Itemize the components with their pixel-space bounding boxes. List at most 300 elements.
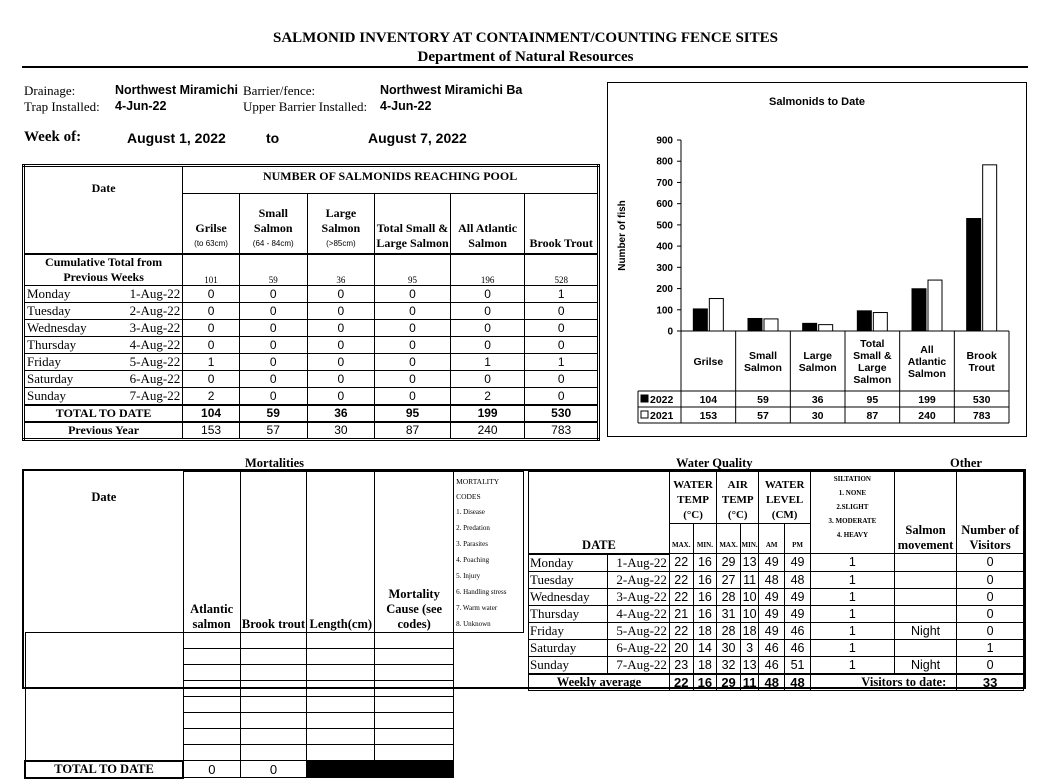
wq-am: 49 bbox=[759, 588, 785, 605]
day-value: 0 bbox=[239, 285, 307, 302]
mortality-code: 2. Predation bbox=[456, 524, 490, 532]
air-min-header: MIN. bbox=[740, 524, 758, 554]
day-value: 1 bbox=[525, 285, 599, 302]
wq-amin: 13 bbox=[740, 656, 758, 674]
bar-2022 bbox=[857, 311, 871, 331]
water-max-header: MAX. bbox=[669, 524, 693, 554]
day-row bbox=[24, 302, 599, 319]
col-header-size: (>85cm) bbox=[326, 238, 356, 248]
mortality-cell[interactable] bbox=[375, 729, 454, 745]
bar-2022 bbox=[803, 323, 817, 331]
day-date: 4-Aug-22 bbox=[129, 336, 181, 352]
mort-total-atlantic: 0 bbox=[183, 761, 240, 778]
day-value: 0 bbox=[307, 319, 375, 336]
wq-am: 49 bbox=[759, 605, 785, 622]
mortality-cell[interactable] bbox=[183, 745, 240, 761]
day-row bbox=[24, 370, 599, 387]
wq-move bbox=[894, 571, 956, 588]
mortality-code: 4. Poaching bbox=[456, 556, 490, 564]
day-value: 0 bbox=[183, 319, 240, 336]
mort-date-cell[interactable] bbox=[25, 681, 183, 697]
data-table-value: 530 bbox=[972, 394, 991, 406]
mort-date-cell[interactable] bbox=[25, 697, 183, 713]
day-value: 0 bbox=[307, 336, 375, 353]
air-temp-header: AIR TEMP (°C) bbox=[717, 472, 759, 524]
day-value: 2 bbox=[450, 387, 525, 405]
salmon-movement-header: Salmon movement bbox=[894, 472, 956, 554]
data-table-value: 783 bbox=[972, 410, 991, 422]
wq-pm: 46 bbox=[785, 622, 811, 639]
category-label: All Atlantic Salmon bbox=[907, 344, 947, 380]
day-value: 0 bbox=[375, 336, 451, 353]
day-name: Saturday bbox=[27, 370, 74, 386]
avg-air-min: 11 bbox=[740, 674, 758, 691]
wq-amax: 28 bbox=[717, 588, 741, 605]
day-name: Thursday bbox=[27, 336, 77, 352]
day-value: 1 bbox=[183, 353, 240, 370]
other-section-label: Other bbox=[950, 456, 982, 470]
mortality-row bbox=[25, 697, 524, 713]
mortality-code: 7. Warm water bbox=[456, 604, 498, 612]
trap-label: Trap Installed: bbox=[24, 99, 100, 114]
mortality-cell[interactable] bbox=[375, 665, 454, 681]
mort-brook-header: Brook trout bbox=[240, 472, 307, 633]
mortality-row bbox=[25, 633, 524, 649]
salmonid-table bbox=[22, 164, 600, 441]
week-to: to bbox=[266, 130, 280, 146]
bar-2022 bbox=[748, 318, 762, 331]
total-value: 199 bbox=[450, 405, 525, 422]
wq-wmin: 18 bbox=[693, 656, 717, 674]
data-table-value: 104 bbox=[699, 394, 718, 406]
mort-total-brook: 0 bbox=[240, 761, 307, 778]
bar-2021 bbox=[819, 325, 833, 331]
mort-date-cell[interactable] bbox=[25, 649, 183, 665]
mortality-cell[interactable] bbox=[375, 713, 454, 729]
water-quality-row bbox=[529, 656, 1024, 674]
mortality-cell[interactable] bbox=[240, 681, 307, 697]
mortality-cell[interactable] bbox=[183, 697, 240, 713]
legend-swatch-2022 bbox=[641, 395, 648, 402]
day-value: 0 bbox=[375, 285, 451, 302]
wq-amin: 3 bbox=[740, 639, 758, 656]
mortality-code: 8. Unknown bbox=[456, 620, 491, 628]
mortality-cell[interactable] bbox=[307, 681, 375, 697]
wq-move bbox=[894, 639, 956, 656]
wq-day-name: Thursday bbox=[529, 605, 608, 622]
wq-vis: 1 bbox=[957, 639, 1024, 656]
mort-total-label: TOTAL TO DATE bbox=[25, 761, 183, 778]
mort-date-cell[interactable] bbox=[25, 633, 183, 649]
day-date: 6-Aug-22 bbox=[129, 370, 181, 386]
day-value: 0 bbox=[239, 302, 307, 319]
water-quality-section-label: Water Quality bbox=[676, 456, 753, 470]
wq-pm: 49 bbox=[785, 588, 811, 605]
level-pm-header: PM bbox=[785, 524, 811, 554]
legend-label: 2021 bbox=[650, 410, 674, 422]
wq-day-name: Sunday bbox=[529, 656, 608, 674]
wq-vis: 0 bbox=[957, 656, 1024, 674]
mortality-cell[interactable] bbox=[307, 729, 375, 745]
day-value: 0 bbox=[307, 285, 375, 302]
wq-day-date: 3-Aug-22 bbox=[607, 588, 669, 605]
wq-vis: 0 bbox=[957, 605, 1024, 622]
day-value: 0 bbox=[307, 387, 375, 405]
wq-silt: 1 bbox=[810, 588, 894, 605]
data-table-value: 57 bbox=[757, 410, 769, 422]
day-date-cell bbox=[24, 387, 183, 405]
category-label: Total Small & Large Salmon bbox=[853, 338, 892, 386]
wq-silt: 1 bbox=[810, 571, 894, 588]
water-level-header: WATER LEVEL (CM) bbox=[759, 472, 811, 524]
day-value: 0 bbox=[375, 319, 451, 336]
chart-y-label: Number of fish bbox=[617, 200, 628, 271]
col-header-name: Small Salmon bbox=[253, 205, 293, 235]
day-date: 5-Aug-22 bbox=[129, 353, 181, 369]
header-rule bbox=[22, 66, 1028, 68]
wq-wmin: 16 bbox=[693, 571, 717, 588]
total-label: TOTAL TO DATE bbox=[24, 405, 183, 422]
week-start: August 1, 2022 bbox=[127, 130, 226, 146]
category-label: Grilse bbox=[693, 356, 724, 368]
mortality-cell[interactable] bbox=[375, 745, 454, 761]
data-table-value: 30 bbox=[811, 410, 824, 422]
mort-total-blackout bbox=[307, 761, 454, 778]
data-table-value: 59 bbox=[757, 394, 769, 406]
previous-year-value: 783 bbox=[525, 422, 599, 440]
day-value: 0 bbox=[450, 336, 525, 353]
mortality-code: 6. Handling stress bbox=[456, 588, 507, 596]
mortality-cell[interactable] bbox=[307, 713, 375, 729]
avg-level-am: 48 bbox=[759, 674, 785, 691]
visitors-to-date-value: 33 bbox=[957, 674, 1024, 691]
col-header bbox=[525, 194, 599, 254]
bar-2022 bbox=[912, 289, 926, 331]
salmonids-group-header: NUMBER OF SALMONIDS REACHING POOL bbox=[183, 166, 599, 194]
mortality-cell[interactable] bbox=[183, 729, 240, 745]
day-name: Wednesday bbox=[27, 319, 87, 335]
mortalities-section-label: Mortalities bbox=[245, 456, 305, 470]
total-value: 104 bbox=[183, 405, 240, 422]
wq-wmax: 22 bbox=[669, 554, 693, 572]
wq-move: Night bbox=[894, 622, 956, 639]
mortality-cell[interactable] bbox=[240, 729, 307, 745]
day-date-cell bbox=[24, 353, 183, 370]
day-value: 0 bbox=[525, 370, 599, 387]
wq-day-name: Tuesday bbox=[529, 571, 608, 588]
bar-2021 bbox=[709, 299, 723, 331]
wq-day-date: 2-Aug-22 bbox=[607, 571, 669, 588]
day-date-cell bbox=[24, 336, 183, 353]
page-subtitle: Department of Natural Resources bbox=[417, 49, 634, 65]
wq-amax: 29 bbox=[717, 554, 741, 572]
mortality-cell[interactable] bbox=[307, 745, 375, 761]
page-title: SALMONID INVENTORY AT CONTAINMENT/COUNTING FENCE SITES bbox=[273, 30, 778, 46]
previous-year-value: 30 bbox=[307, 422, 375, 440]
total-value: 36 bbox=[307, 405, 375, 422]
mortality-cell[interactable] bbox=[240, 713, 307, 729]
previous-year-label: Previous Year bbox=[24, 422, 183, 440]
wq-day-name: Saturday bbox=[529, 639, 608, 656]
mortality-cell[interactable] bbox=[307, 649, 375, 665]
mortality-cell[interactable] bbox=[375, 681, 454, 697]
mortality-codes-title: MORTALITY CODES bbox=[456, 477, 499, 501]
wq-wmin: 18 bbox=[693, 622, 717, 639]
mortality-codes bbox=[454, 472, 524, 633]
visitors-to-date-label: Visitors to date: bbox=[810, 674, 956, 691]
mortality-row bbox=[25, 681, 524, 697]
y-tick-label: 400 bbox=[656, 241, 673, 253]
week-end: August 7, 2022 bbox=[368, 130, 467, 146]
day-value: 0 bbox=[307, 370, 375, 387]
day-value: 0 bbox=[525, 302, 599, 319]
water-temp-header: WATER TEMP (°C) bbox=[669, 472, 716, 524]
data-table-value: 95 bbox=[866, 394, 879, 406]
chart-panel bbox=[607, 82, 1027, 437]
cumulative-value: 101 bbox=[183, 254, 240, 286]
mortality-cell[interactable] bbox=[307, 633, 375, 649]
mortality-cell[interactable] bbox=[183, 649, 240, 665]
bar-2021 bbox=[764, 319, 778, 331]
day-value: 0 bbox=[239, 370, 307, 387]
wq-move bbox=[894, 554, 956, 572]
wq-amax: 30 bbox=[717, 639, 741, 656]
day-value: 0 bbox=[375, 353, 451, 370]
cumulative-value: 528 bbox=[525, 254, 599, 286]
previous-year-value: 87 bbox=[375, 422, 451, 440]
avg-level-pm: 48 bbox=[785, 674, 811, 691]
mort-date-cell[interactable] bbox=[25, 729, 183, 745]
siltation-code: 2.SLIGHT bbox=[836, 503, 869, 511]
siltation-code: 1. NONE bbox=[838, 489, 866, 497]
y-tick-label: 700 bbox=[656, 177, 673, 189]
wq-date-header: DATE bbox=[529, 472, 670, 554]
day-value: 0 bbox=[375, 370, 451, 387]
wq-silt: 1 bbox=[810, 622, 894, 639]
mortality-cell[interactable] bbox=[240, 633, 307, 649]
mortality-cell[interactable] bbox=[307, 665, 375, 681]
barrier-value: Northwest Miramichi Ba bbox=[380, 83, 523, 97]
day-row bbox=[24, 336, 599, 353]
wq-wmax: 21 bbox=[669, 605, 693, 622]
wq-am: 46 bbox=[759, 639, 785, 656]
data-table-value: 199 bbox=[918, 394, 936, 406]
wq-day-date: 6-Aug-22 bbox=[607, 639, 669, 656]
total-value: 95 bbox=[375, 405, 451, 422]
day-value: 0 bbox=[239, 336, 307, 353]
wq-day-date: 1-Aug-22 bbox=[607, 554, 669, 572]
mortality-cell[interactable] bbox=[240, 665, 307, 681]
wq-pm: 48 bbox=[785, 571, 811, 588]
previous-year-value: 240 bbox=[450, 422, 525, 440]
wq-wmax: 22 bbox=[669, 622, 693, 639]
y-tick-label: 800 bbox=[656, 156, 673, 168]
wq-amin: 13 bbox=[740, 554, 758, 572]
bar-2021 bbox=[928, 280, 942, 331]
day-date-cell bbox=[24, 285, 183, 302]
mortality-row bbox=[25, 649, 524, 665]
wq-am: 46 bbox=[759, 656, 785, 674]
wq-day-date: 4-Aug-22 bbox=[607, 605, 669, 622]
bar-2022 bbox=[693, 309, 707, 331]
col-header-size: (64 - 84cm) bbox=[252, 238, 294, 248]
mortality-cell[interactable] bbox=[183, 633, 240, 649]
wq-vis: 0 bbox=[957, 622, 1024, 639]
wq-move bbox=[894, 605, 956, 622]
day-value: 0 bbox=[239, 353, 307, 370]
wq-silt: 1 bbox=[810, 639, 894, 656]
wq-wmin: 14 bbox=[693, 639, 717, 656]
mort-date-cell[interactable] bbox=[25, 713, 183, 729]
data-table-value: 87 bbox=[866, 410, 879, 422]
day-name: Monday bbox=[27, 285, 71, 301]
col-header-size: (to 63cm) bbox=[194, 238, 228, 248]
day-date: 7-Aug-22 bbox=[129, 387, 181, 403]
avg-water-max: 22 bbox=[669, 674, 693, 691]
wq-wmin: 16 bbox=[693, 554, 717, 572]
col-header bbox=[375, 194, 451, 254]
mort-cause-header: Mortality Cause (see codes) bbox=[375, 472, 454, 633]
day-value: 0 bbox=[525, 387, 599, 405]
drainage-label: Drainage: bbox=[24, 83, 76, 98]
wq-am: 48 bbox=[759, 571, 785, 588]
upper-barrier-label: Upper Barrier Installed: bbox=[243, 99, 368, 114]
y-tick-label: 200 bbox=[656, 284, 673, 296]
day-date-cell bbox=[24, 319, 183, 336]
day-value: 0 bbox=[525, 319, 599, 336]
barrier-label: Barrier/fence: bbox=[243, 83, 316, 98]
data-table-value: 240 bbox=[918, 410, 936, 422]
wq-vis: 0 bbox=[957, 571, 1024, 588]
day-date: 2-Aug-22 bbox=[129, 302, 181, 318]
mortality-cell[interactable] bbox=[375, 649, 454, 665]
bar-2022 bbox=[967, 219, 981, 331]
day-row bbox=[24, 285, 599, 302]
previous-year-value: 57 bbox=[239, 422, 307, 440]
wq-wmax: 22 bbox=[669, 571, 693, 588]
mortality-row bbox=[25, 713, 524, 729]
day-value: 0 bbox=[375, 302, 451, 319]
day-row bbox=[24, 319, 599, 336]
wq-day-name: Wednesday bbox=[529, 588, 608, 605]
day-value: 0 bbox=[450, 370, 525, 387]
water-quality-row bbox=[529, 571, 1024, 588]
day-row bbox=[24, 387, 599, 405]
trap-value: 4-Jun-22 bbox=[115, 99, 167, 113]
mort-atlantic-header: Atlantic salmon bbox=[183, 472, 240, 633]
mort-date-cell[interactable] bbox=[25, 745, 183, 761]
avg-water-min: 16 bbox=[693, 674, 717, 691]
mortality-cell[interactable] bbox=[183, 681, 240, 697]
wq-day-name: Monday bbox=[529, 554, 608, 572]
date-header: Date bbox=[24, 166, 183, 254]
day-value: 0 bbox=[450, 285, 525, 302]
col-header-name: Total Small & Large Salmon bbox=[376, 220, 449, 250]
y-tick-label: 600 bbox=[656, 199, 673, 211]
mortality-cell[interactable] bbox=[375, 633, 454, 649]
cumulative-value: 59 bbox=[239, 254, 307, 286]
cumulative-value: 196 bbox=[450, 254, 525, 286]
wq-amin: 11 bbox=[740, 571, 758, 588]
day-value: 0 bbox=[183, 285, 240, 302]
siltation-code: 3. MODERATE bbox=[828, 517, 877, 525]
wq-amax: 32 bbox=[717, 656, 741, 674]
day-date-cell bbox=[24, 302, 183, 319]
cumulative-value: 36 bbox=[307, 254, 375, 286]
y-tick-label: 500 bbox=[656, 220, 673, 232]
day-value: 0 bbox=[525, 336, 599, 353]
mort-date-header: Date bbox=[25, 472, 183, 633]
col-header bbox=[450, 194, 525, 254]
mortality-cell[interactable] bbox=[183, 665, 240, 681]
water-quality-row bbox=[529, 605, 1024, 622]
wq-vis: 0 bbox=[957, 588, 1024, 605]
data-table-value: 153 bbox=[699, 410, 718, 422]
mortality-cell[interactable] bbox=[240, 649, 307, 665]
mortality-code: 5. Injury bbox=[456, 572, 481, 580]
mortality-cell[interactable] bbox=[240, 745, 307, 761]
drainage-value: Northwest Miramichi bbox=[115, 83, 238, 97]
upper-barrier-value: 4-Jun-22 bbox=[380, 99, 432, 113]
cumulative-label: Cumulative Total from Previous Weeks bbox=[24, 254, 183, 286]
wq-amax: 28 bbox=[717, 622, 741, 639]
day-value: 1 bbox=[525, 353, 599, 370]
legend-label: 2022 bbox=[650, 394, 674, 406]
col-header-name: Brook Trout bbox=[529, 235, 593, 250]
day-value: 0 bbox=[307, 302, 375, 319]
day-value: 0 bbox=[183, 370, 240, 387]
col-header-name: Grilse bbox=[195, 220, 227, 235]
wq-pm: 49 bbox=[785, 605, 811, 622]
day-name: Tuesday bbox=[27, 302, 71, 318]
day-name: Friday bbox=[27, 353, 61, 369]
col-header bbox=[183, 194, 240, 254]
category-label: Brook Trout bbox=[966, 350, 997, 374]
wq-move: Night bbox=[894, 656, 956, 674]
wq-move bbox=[894, 588, 956, 605]
bar-2021 bbox=[873, 313, 887, 331]
mortality-row bbox=[25, 745, 524, 761]
total-value: 59 bbox=[239, 405, 307, 422]
day-value: 0 bbox=[307, 353, 375, 370]
category-label: Large Salmon bbox=[798, 350, 837, 374]
air-max-header: MAX. bbox=[717, 524, 741, 554]
day-name: Sunday bbox=[27, 387, 66, 403]
mortality-cell[interactable] bbox=[375, 697, 454, 713]
y-tick-label: 100 bbox=[656, 305, 673, 317]
mortality-row bbox=[25, 665, 524, 681]
mortality-cell[interactable] bbox=[183, 713, 240, 729]
mortality-cell[interactable] bbox=[307, 697, 375, 713]
wq-wmax: 22 bbox=[669, 588, 693, 605]
mort-date-cell[interactable] bbox=[25, 665, 183, 681]
mortalities-table bbox=[24, 471, 524, 779]
previous-year-value: 153 bbox=[183, 422, 240, 440]
wq-wmax: 23 bbox=[669, 656, 693, 674]
wq-vis: 0 bbox=[957, 554, 1024, 572]
water-quality-table bbox=[528, 471, 1024, 691]
col-header bbox=[307, 194, 375, 254]
level-am-header: AM bbox=[759, 524, 785, 554]
water-quality-row bbox=[529, 639, 1024, 656]
salmonids-chart bbox=[608, 83, 1026, 436]
day-value: 0 bbox=[239, 387, 307, 405]
y-tick-label: 900 bbox=[656, 135, 673, 147]
day-date: 3-Aug-22 bbox=[129, 319, 181, 335]
chart-title: Salmonids to Date bbox=[769, 96, 865, 108]
mortality-cell[interactable] bbox=[240, 697, 307, 713]
wq-day-name: Friday bbox=[529, 622, 608, 639]
